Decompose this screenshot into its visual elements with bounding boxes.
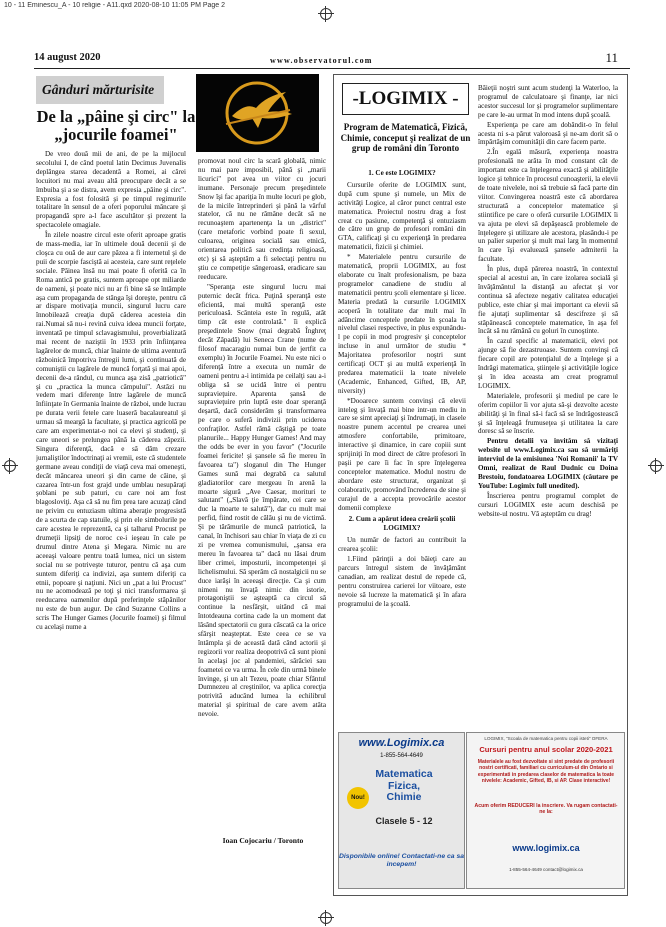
registration-mark-icon [4, 460, 16, 472]
site-url[interactable]: www.observatorul.com [270, 56, 373, 65]
ad-subjects: Matematica Fizica, Chimie [375, 768, 433, 803]
paragraph: Materialele, profesorii şi mediul pe care le oferim copiilor îi vor ajuta să-şi dezvolte aceste abilităţi şi în final să-i facă să se îndrăgostească şi să înţeleagă frumuseţea şi utilitatea la care doresc să se înscrie. [478, 391, 618, 436]
question-heading: 1. Ce este LOGIMIX? [368, 169, 436, 177]
paragraph: *Dooarece suntem convinşi că elevii inteleg şi învaţă mai bine intr-un mediu in care se simt apreciaţi şi îndrumaţi, in clasele noastre punem accentul pe crearea unei atmosfere confortabile, primitoare, interactive şi dinamice, in care copiii sunt sprijiniţi în mod direct de către profesori în paşii pe care îi fac în spre înţelegerea conceptelor matematice. Modul nostru de abordare este structurat, organizat şi colaborativ, promovând încrederea de sine şi curajul de a accepta provocările acestor domenii complexe [338, 396, 466, 512]
question-heading: 2. Cum a apărut ideea creării şcolii LOGIMIX? [348, 515, 456, 533]
paragraph: În zilele noastre circul este oferit aproape gratis de mass-media, iar în ultimele două decenii şi de cloşca cu ouă de aur care păzea a fi internetul şi de puii de scorpie fasciştă ai acesteia, care sunt reţelele sociale. Pâinea însă nu mai poate fi oferită ca în Roma antică pe gratis, suntem aproape opt miliarde de oameni, şi poate nici nu ar fi bine să se întâmple aşa cum propaganda de stânga îşi doreşte, pentru că ar dispare motivaţia muncii, singurul lucru care înnobilează creaţia după căderea acesteia din rai.Numai să nu-i revină cuiva ideea muncii forţate, inventată pe timpul sclavagismului, proverbializată mai recent de naziştii în 1933 prin înfiinţarea lagărelor de muncă, chiar înainte de ultima aventură războinică împotriva întregii lumi, şi continuată de comuniştii cu lagărele de muncă forţată şi mai apoi, decenii de-a rândul, cu munca aşa zisă „patriotică" şi cu „practica la munca câmpului". Astăzi nu vedem mari diferenţe între lagărele de muncă înfiinţate în Germania înainte de război, unde lucrau pe durata verii fetele care luaseră bacalaureatul şi urmau să meargă la facultate, şi practica agricolă pe care am experimentat-o noi ca elevi şi studenţi, şi care uneori se prelungea până la căderea zăpezii. Singura diferenţă, dacă e să dăm crezare jurnaliştilor îndoctrinaţi ai vremii, este că studentele germane aveau condiţii de viaţă ceva mai omeneşti, decât mâncarea uneori şi din carne de câine, şi cazarea într-un fost grajd unde umblau nesupăraţi şoblani pe sub paturi, cu care noi am fost blagosloviţi. Aşa că să nu fim prea tare acuzaţi când ne privim cu entuziasm ultima aberaţie progresistă de a scurta de cap statuile, şi prin ele simbolurile pe care acestea le reprezentă, ca şi talharul Procust pe drumeţii lipsiţi de noroc ce-i ieşeau în cale pe drumul dintre Atena şi Megara. Nimic nu are aceeaşi valoare pentru toată lumea, nici un sistem social nu se potriveşte tuturor, pentru că aşa cum suntem diferiţi ca indivizi, aşa suntem diferiţi ca etnii, popoare şi naţiuni. Nici un „pat a lui Procust" nu ne acomodează pe toţi şi nici transformarea şi reeducarea oamenilor după preferinţele stăpânilor nu este de bun augur. De când Suzanne Collins a scris The Hunger Games (Jocurile foamei) şi filmul cu acelaşi nume a [36, 231, 186, 632]
mockingjay-icon [196, 74, 319, 152]
paragraph: 1.Fiind părinţii a doi băieţi care au parcurs întregul sistem de învăţământ canadian, am realizat destul de repede că, pentru construirea carierei lor viitoare, este nevoie să lucreze la matematică şi în afara programului de la şcoală. [338, 555, 466, 608]
paragraph: promovat noul circ la scară globală, nimic nu mai pare imposibil, până şi „marii licurici" pot avea un viitor cu jocuri inumane. Personaje precum preşedintele Snow îşi fac apariţia în multe locuri pe glob, de la micile întreprinderi şi până la vârful statelor, că nu ne rămâne decât să ne recunoaştem apartenenţa la un „district" (care metaforic vorbind poate fi sexul, culoarea, originea socială sau etnică, orientarea politică sau credinţa religioasă, etc) şi să aşteptăm a fi selectaţi pentru nu ştiu ce competiţie sângeroasă, eradicare sau reeducare. [198, 157, 326, 281]
ad-online: Disponibile online! Contactati-ne ca sa incepem! [339, 853, 465, 868]
logimix-title: -LOGIMIX - [342, 83, 469, 115]
ad-top-line: LOGIMIX, "Scoala de matematica pentru copii isteti" OFERA [484, 736, 608, 741]
logimix-subtitle: Program de Matematică, Fizică, Chimie, conceput şi realizat de un grup de români din Toronto [340, 122, 471, 153]
paragraph: "Speranţa este singurul lucru mai puternic decât frica. Puţină speranţă este eficientă, mai multă speranţă este periculoasă. Scânteia este în regulă, atât timp cât este controlată." îi explică preşedintele Snow (mai degrabă Înghreţ decât Zăpadă) lui Seneca Crane (nume de filosof macaragiu numai bun de jertfit ca exemplu) în Jocurile Foamei. Nu este nici o diferenţă între a executa un număr de oameni pentru a-i intimida pe ceilalţi sau a-i obliga să se ucidă între ei pentru supravieţuire. Aparenta şansă de supravieţuire prin luptă este doar speranţă deşartă, dacă considerăm şi transformarea pe care o suferă indivizii prin uciderea confraţilor. Astfel rămâ câştigă pe toate planurile... Happy Hunger Games! And may the odds be ever in you favor" ("Jocurile foamei fericite! şi şansele să fie mereu în favoarea ta") sloganul din The Hunger Games sună mai degrabă ca salutul gladiatorilor care mergeau în arenă la moarte sigură „Ave Caesar, morituri te salutant" („Slavă ţie împărate, cei care se duc la moarte te salută"), dar cu mult mai perfid, fiind rostit de călău şi nu de victimă. Şi pe tărâmurile de muncă patriotică, la canal, în închisori sau chiar în viaţa de zi cu zi pe vremea comunismului, „şansa era mereu în favoarea ta" dacă nu lăsai drum liber crimei, imposturii, incompetenţei şi lichelismului. Să sperăm că nostalgicii nu se duce iarăşi în aceeaşi direcţie. Ca şi cum nimeni nu învaţă nimic din istorie, protagoniştii se aşteaptă ca circul să continue la nesfârşit, uitând că mai întotdeauna cortina cade la un moment dat lăsând spectatorii cu gura căscată ca la orice sfârşit neaşteptat. Este ceea ce se va întâmpla şi de această dată când actorii şi regizorii vor realiza deopotrivă că sunt pioni în acelaşi joc al pandemiei, sărăciei sau foametei ce va urma. În cele din urmă binele învinge, şi un alt Tezeu, poate chiar Sfântul Dumnezeu al creştinilor, va aplica corecţia potrivită aducând lumea la echilibrul material şi spiritual de care avem atâta nevoie. [198, 282, 326, 719]
page-header [34, 50, 630, 69]
paragraph: În plus, după părerea noastră, în contextul special al acestui an, în care izolarea socială şi învăţământul la distanţă au afectat şi vor continua să afecteze negativ calitatea educaţiei publice, este chiar şi mai important ca elevii să fie ajutaţi suplimentar să descifreze şi să stăpânească conceptele matematice, în aşa fel încât să nu rămână cu goluri în cunoştinte. [478, 265, 618, 336]
paragraph: Băieţii noştri sunt acum studenţi la Waterloo, la programul de calculatoare şi finanţe, iar nici acestor succesul lor şi programelor suplimentare pe care le-au urmat în mod intens după şcoală. [478, 84, 618, 119]
paragraph: Cursurile oferite de LOGIMIX sunt, după cum spune şi numele, un Mix de activităţi Logice, al căror punct central este matematica. Proiectul nostru drag a fost creat cu pasiune, competenţă şi entuziasm de către un grup de profesori români din GTA, calificaţi şi cu experienţă în predarea matematicii, fizicii şi chimiei. [338, 180, 466, 252]
paragraph: Înscrierea pentru programul complet de cursuri LOGIMIX este acum deschisă pe website-ul nostru. Vă aşteptăm cu drag! [478, 491, 618, 518]
page-number: 11 [605, 50, 618, 65]
article-headline: De la „pâine şi circ" la „jocurile foamei" [36, 107, 196, 144]
registration-mark-icon [320, 912, 332, 924]
section-rubric: Gânduri mărturisite [36, 76, 164, 104]
mockingjay-photo [196, 74, 319, 152]
ad-description: Materialele au fost dezvoltate si sint predate de profesorii nostri certificati, familiari cu curriculum-ul din Ontario si experimentati in predarea claselor de matematica la toate nivelele: Academic, Gifted, IB, si AP. Clase interactive! [477, 759, 615, 785]
print-slug: 10 - 11 Eminescu_A - 10 religie - A11.qxd 2020-08-10 11:05 PM Page 2 [4, 2, 226, 9]
paragraph: 2.În egală măsură, experienţa noastra profesională ne arăta în mod constant cât de important este ca înţelegerea exactă şi abilităţile logice şi tehnice în procesul cunoaşterii, la elevii de toate nivelele, noi să trebuie să facă parte din viitor. Convingerea noastră este că abordarea structurată a conceptelor matematice şi stiintifice pe care o oferă cursurile LOGIMIX îi va ajuta pe elevi să depăşească problemele de înţelegere şi utilizare ale acestora, plasându-i pe un palier superior şi mult mai larg în momentul în care îşi evaluează şansele admiterii la facultate. [478, 148, 618, 264]
ad-classes: Clasele 5 - 12 [375, 816, 433, 826]
registration-mark-icon [650, 460, 662, 472]
paragraph: * Materialele pentru cursurile de matematică, proprii LOGIMIX, au fost elaborate cu înalt profesionalism, pe baza programelor canadiene de studiu al matematicii pentru şcoli elementare şi licee. Materia predată la cursurile LOGIMIX acoperă în totalitate dar mult mai în adâncime conceptele predate în şcoala la nivelul clasei respective, in plus expunându-l pe copii in mod progresiv şi conceptelor incluse in anul următor de studiu * Majoritatea profesorilor noştri sunt certificaţi OCT şi au multă experienţă în predarea matematicii la toate nivelele (Academic, Enhanced, Gifted, IB, AP, niversity) [338, 253, 466, 395]
logimix-ad-left [338, 732, 465, 889]
ad-website[interactable]: www.logimix.ca [512, 843, 580, 853]
ad-url[interactable]: www.Logimix.ca [358, 737, 445, 749]
logimix-column-2 [478, 84, 618, 728]
issue-date: 14 august 2020 [34, 52, 101, 63]
paragraph: De vreo două mii de ani, de pe la mijlocul secolului I, de când poetul latin Decimus Juvenalis deplângea starea decadentă a Romei, ai cărei locuitori nu mai aveau altă preocupare decât a se îmbuiba şi a se distra, avem expresia „pâine şi circ". Expresia a fost folosită şi pe timpul regimurile totalitare în sensul de a oferi poporului mâncare şi propagandă spre a-l face ascultător şi prezent la spectacolele omagiale. [36, 150, 186, 230]
registration-mark-icon [320, 8, 332, 20]
new-badge: Nou! [347, 787, 369, 809]
ad-title: Cursuri pentru anul scolar 2020-2021 [479, 745, 613, 754]
paragraph: În cazul specific al matematicii, elevi pot ajunge să fie dezastruoase. Suntem convinşi că fiecare copil are potenţialul de a înţelege şi a îndrăgi matematica, ştiinţele şi activităţile logice şi în idea aceasta am creat programul LOGIMIX. [478, 337, 618, 390]
paragraph: Pentru detalii va invităm să vizitaţi website ul www.Logimix.ca sau să urmăriţi interviul de la emisiunea 'Noi Romanii' la TV Omni, realizat de Raul Dudnic cu Doina Brestoiu, fondatoarea LOGIMIX (căutare pe YouTube: Logimix full unedited). [478, 437, 618, 490]
article-column-2 [198, 157, 326, 834]
paragraph: Un număr de factori au contribuit la crearea şcolii: [338, 536, 466, 554]
ad-phone: 1-855-564-4649 [380, 753, 423, 759]
article-author: Ioan Cojocariu / Toronto [222, 836, 304, 845]
ad-contact: 1-855-564-4649 contact@logimix.ca [509, 867, 583, 872]
logimix-ad-right [466, 732, 625, 889]
paragraph: Experienţa pe care am dobândit-o în felul acesta ni s-a părut valoroasă şi ne-am dorit să o împărtăşim comunităţii din care facem parte. [478, 120, 618, 147]
logimix-column-1 [338, 166, 466, 730]
ad-discount: Acum oferim REDUCERI la inscriere. Va rugam contactati-ne la: [474, 803, 618, 816]
article-column-1 [36, 150, 186, 890]
